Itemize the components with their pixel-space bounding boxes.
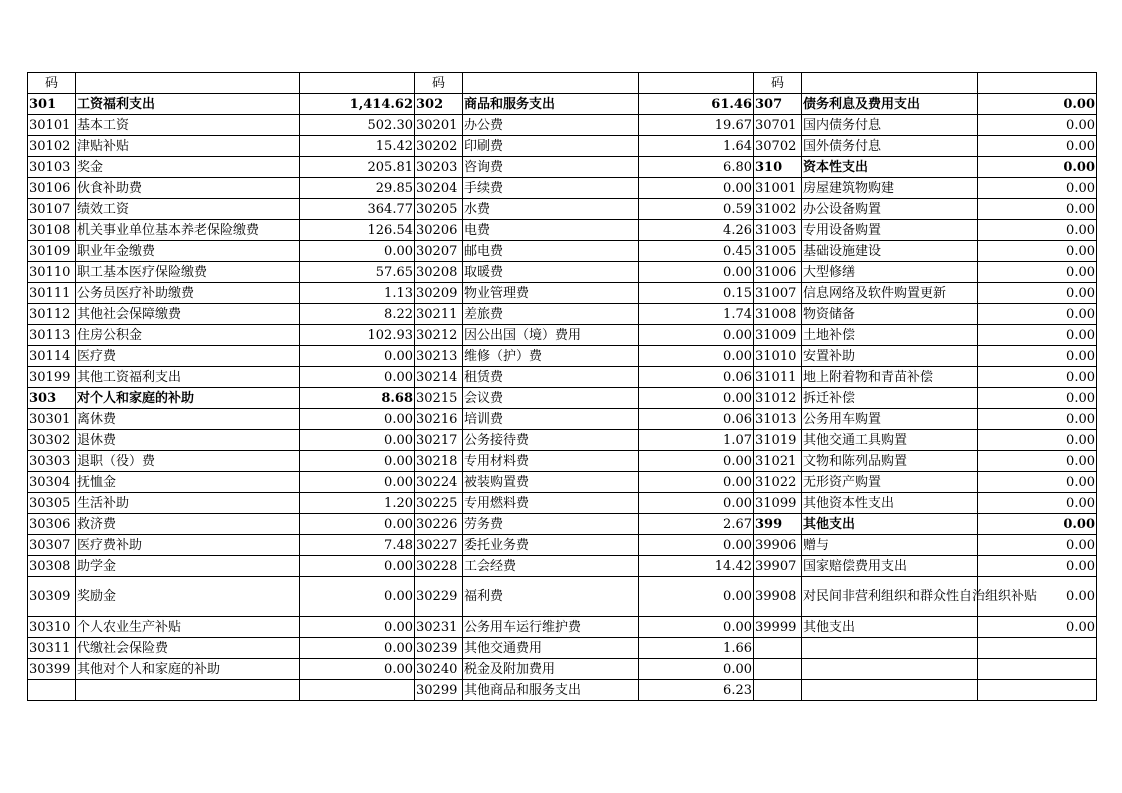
name-cell: 信息网络及软件购置更新 [802, 283, 978, 304]
code-cell: 31007 [754, 283, 802, 304]
amount-cell: 0.00 [639, 535, 754, 556]
name-cell: 电费 [463, 220, 639, 241]
amount-cell: 0.00 [978, 199, 1097, 220]
amount-cell: 0.00 [978, 325, 1097, 346]
amount-cell: 1.20 [300, 493, 415, 514]
code-cell: 30203 [415, 157, 463, 178]
table-row [28, 617, 1097, 638]
code-cell: 30110 [28, 262, 76, 283]
name-cell: 公务接待费 [463, 430, 639, 451]
code-cell: 399 [754, 514, 802, 535]
name-cell: 津贴补贴 [76, 136, 300, 157]
amount-cell [978, 638, 1097, 659]
amount-cell: 0.00 [639, 659, 754, 680]
code-cell: 30113 [28, 325, 76, 346]
name-cell: 印刷费 [463, 136, 639, 157]
amount-cell: 1.66 [639, 638, 754, 659]
amount-cell: 0.00 [978, 451, 1097, 472]
amount-cell: 0.45 [639, 241, 754, 262]
table-row [28, 388, 1097, 409]
code-cell: 30229 [415, 577, 463, 617]
amount-cell: 0.00 [978, 535, 1097, 556]
code-cell: 30239 [415, 638, 463, 659]
amount-cell: 0.00 [978, 577, 1097, 617]
amount-cell: 0.00 [300, 617, 415, 638]
code-cell: 30207 [415, 241, 463, 262]
amount-cell: 6.80 [639, 157, 754, 178]
name-cell: 基础设施建设 [802, 241, 978, 262]
code-cell [754, 680, 802, 701]
amount-cell: 0.00 [978, 388, 1097, 409]
name-cell: 咨询费 [463, 157, 639, 178]
name-cell: 专用材料费 [463, 451, 639, 472]
table-body [28, 73, 1097, 701]
amount-cell: 0.00 [639, 577, 754, 617]
code-cell: 30209 [415, 283, 463, 304]
table-row [28, 283, 1097, 304]
name-cell: 水费 [463, 199, 639, 220]
name-cell [802, 638, 978, 659]
amount-cell [978, 659, 1097, 680]
code-cell: 30111 [28, 283, 76, 304]
header-code-cell: 码 [28, 73, 76, 94]
name-cell: 地上附着物和青苗补偿 [802, 367, 978, 388]
amount-cell: 57.65 [300, 262, 415, 283]
table-row [28, 556, 1097, 577]
table-row [28, 304, 1097, 325]
amount-cell: 0.00 [300, 514, 415, 535]
amount-cell: 0.15 [639, 283, 754, 304]
table-row [28, 241, 1097, 262]
code-cell: 30216 [415, 409, 463, 430]
name-cell: 其他社会保障缴费 [76, 304, 300, 325]
code-cell: 30101 [28, 115, 76, 136]
code-cell: 30112 [28, 304, 76, 325]
code-cell: 31012 [754, 388, 802, 409]
name-cell: 公务用车运行维护费 [463, 617, 639, 638]
amount-cell: 0.00 [978, 346, 1097, 367]
code-cell: 30311 [28, 638, 76, 659]
table-row [28, 220, 1097, 241]
name-cell: 职工基本医疗保险缴费 [76, 262, 300, 283]
code-cell: 30212 [415, 325, 463, 346]
name-cell: 其他支出 [802, 514, 978, 535]
name-cell: 奖励金 [76, 577, 300, 617]
amount-cell: 0.00 [300, 241, 415, 262]
amount-cell: 0.00 [300, 346, 415, 367]
amount-cell [300, 680, 415, 701]
amount-cell: 0.00 [639, 493, 754, 514]
amount-cell: 7.48 [300, 535, 415, 556]
table-row [28, 94, 1097, 115]
code-cell: 30224 [415, 472, 463, 493]
amount-cell: 0.00 [639, 472, 754, 493]
header-code-cell: 码 [415, 73, 463, 94]
code-cell: 310 [754, 157, 802, 178]
amount-cell: 0.00 [978, 241, 1097, 262]
code-cell: 31009 [754, 325, 802, 346]
name-cell: 助学金 [76, 556, 300, 577]
code-cell: 30299 [415, 680, 463, 701]
name-cell: 税金及附加费用 [463, 659, 639, 680]
amount-cell: 0.00 [978, 514, 1097, 535]
code-cell: 39906 [754, 535, 802, 556]
code-cell: 30206 [415, 220, 463, 241]
header-amount-cell [300, 73, 415, 94]
code-cell: 30305 [28, 493, 76, 514]
name-cell: 办公费 [463, 115, 639, 136]
amount-cell: 364.77 [300, 199, 415, 220]
amount-cell: 0.00 [978, 556, 1097, 577]
amount-cell: 1.64 [639, 136, 754, 157]
amount-cell: 0.00 [978, 617, 1097, 638]
amount-cell: 0.00 [639, 262, 754, 283]
code-cell: 301 [28, 94, 76, 115]
name-cell: 手续费 [463, 178, 639, 199]
name-cell: 住房公积金 [76, 325, 300, 346]
table-row [28, 367, 1097, 388]
table-row [28, 346, 1097, 367]
amount-cell: 0.00 [978, 157, 1097, 178]
amount-cell: 0.00 [978, 94, 1097, 115]
name-cell: 公务用车购置 [802, 409, 978, 430]
amount-cell: 2.67 [639, 514, 754, 535]
name-cell: 差旅费 [463, 304, 639, 325]
code-cell: 30225 [415, 493, 463, 514]
name-cell: 邮电费 [463, 241, 639, 262]
amount-cell: 0.00 [978, 136, 1097, 157]
code-cell [28, 680, 76, 701]
code-cell: 303 [28, 388, 76, 409]
header-row [28, 73, 1097, 94]
amount-cell: 0.06 [639, 409, 754, 430]
amount-cell: 14.42 [639, 556, 754, 577]
name-cell: 医疗费补助 [76, 535, 300, 556]
amount-cell: 61.46 [639, 94, 754, 115]
code-cell: 302 [415, 94, 463, 115]
amount-cell: 0.00 [978, 409, 1097, 430]
code-cell: 31006 [754, 262, 802, 283]
code-cell: 30301 [28, 409, 76, 430]
code-cell: 30240 [415, 659, 463, 680]
code-cell: 30308 [28, 556, 76, 577]
name-cell: 办公设备购置 [802, 199, 978, 220]
name-cell [802, 680, 978, 701]
code-cell: 39908 [754, 577, 802, 617]
code-cell: 30399 [28, 659, 76, 680]
name-cell: 代缴社会保险费 [76, 638, 300, 659]
name-cell: 离休费 [76, 409, 300, 430]
code-cell: 30214 [415, 367, 463, 388]
name-cell: 商品和服务支出 [463, 94, 639, 115]
name-cell: 生活补助 [76, 493, 300, 514]
amount-cell: 0.00 [300, 577, 415, 617]
amount-cell: 0.00 [300, 472, 415, 493]
name-cell: 绩效工资 [76, 199, 300, 220]
code-cell: 30109 [28, 241, 76, 262]
header-name-cell [463, 73, 639, 94]
code-cell: 39907 [754, 556, 802, 577]
table-row [28, 577, 1097, 617]
amount-cell: 0.00 [978, 304, 1097, 325]
code-cell: 30211 [415, 304, 463, 325]
amount-cell: 502.30 [300, 115, 415, 136]
name-cell: 物业管理费 [463, 283, 639, 304]
amount-cell: 1.74 [639, 304, 754, 325]
code-cell: 39999 [754, 617, 802, 638]
code-cell: 30310 [28, 617, 76, 638]
table-row [28, 493, 1097, 514]
name-cell: 被装购置费 [463, 472, 639, 493]
name-cell: 其他商品和服务支出 [463, 680, 639, 701]
code-cell: 31010 [754, 346, 802, 367]
amount-cell: 0.00 [639, 178, 754, 199]
name-cell: 抚恤金 [76, 472, 300, 493]
amount-cell: 0.00 [300, 409, 415, 430]
amount-cell: 19.67 [639, 115, 754, 136]
name-cell: 其他支出 [802, 617, 978, 638]
amount-cell: 29.85 [300, 178, 415, 199]
amount-cell: 0.00 [978, 472, 1097, 493]
code-cell: 307 [754, 94, 802, 115]
table-row [28, 262, 1097, 283]
name-cell: 物资储备 [802, 304, 978, 325]
table-row [28, 325, 1097, 346]
name-cell: 其他交通费用 [463, 638, 639, 659]
amount-cell: 0.00 [639, 346, 754, 367]
name-cell: 资本性支出 [802, 157, 978, 178]
name-cell: 赠与 [802, 535, 978, 556]
code-cell: 30226 [415, 514, 463, 535]
name-cell: 租赁费 [463, 367, 639, 388]
code-cell: 30103 [28, 157, 76, 178]
name-cell: 对个人和家庭的补助 [76, 388, 300, 409]
table-row [28, 409, 1097, 430]
name-cell: 退休费 [76, 430, 300, 451]
header-name-cell [802, 73, 978, 94]
code-cell: 30202 [415, 136, 463, 157]
name-cell: 因公出国（境）费用 [463, 325, 639, 346]
amount-cell: 0.00 [300, 367, 415, 388]
amount-cell: 0.00 [639, 325, 754, 346]
table-row [28, 535, 1097, 556]
name-cell: 其他工资福利支出 [76, 367, 300, 388]
table-row [28, 157, 1097, 178]
name-cell: 其他资本性支出 [802, 493, 978, 514]
amount-cell: 0.00 [978, 178, 1097, 199]
code-cell: 30217 [415, 430, 463, 451]
amount-cell: 0.00 [300, 451, 415, 472]
code-cell: 30701 [754, 115, 802, 136]
code-cell: 31021 [754, 451, 802, 472]
name-cell: 福利费 [463, 577, 639, 617]
code-cell: 31001 [754, 178, 802, 199]
code-cell: 30213 [415, 346, 463, 367]
name-cell: 个人农业生产补贴 [76, 617, 300, 638]
amount-cell: 8.22 [300, 304, 415, 325]
name-cell: 房屋建筑物购建 [802, 178, 978, 199]
table-row [28, 430, 1097, 451]
table-row [28, 199, 1097, 220]
name-cell: 维修（护）费 [463, 346, 639, 367]
code-cell: 30304 [28, 472, 76, 493]
name-cell: 取暖费 [463, 262, 639, 283]
code-cell: 30227 [415, 535, 463, 556]
amount-cell: 102.93 [300, 325, 415, 346]
code-cell: 30208 [415, 262, 463, 283]
amount-cell: 0.00 [978, 220, 1097, 241]
code-cell: 30199 [28, 367, 76, 388]
name-cell: 对民间非营利组织和群众性自治组织补贴 [802, 577, 978, 617]
name-cell: 国家赔偿费用支出 [802, 556, 978, 577]
code-cell: 30307 [28, 535, 76, 556]
name-cell: 会议费 [463, 388, 639, 409]
amount-cell: 0.00 [300, 638, 415, 659]
amount-cell: 6.23 [639, 680, 754, 701]
table-row [28, 638, 1097, 659]
name-cell: 拆迁补偿 [802, 388, 978, 409]
name-cell: 文物和陈列品购置 [802, 451, 978, 472]
amount-cell: 0.00 [978, 115, 1097, 136]
name-cell: 公务员医疗补助缴费 [76, 283, 300, 304]
name-cell: 救济费 [76, 514, 300, 535]
code-cell: 30702 [754, 136, 802, 157]
code-cell [754, 638, 802, 659]
table-row [28, 136, 1097, 157]
amount-cell: 0.06 [639, 367, 754, 388]
code-cell: 30107 [28, 199, 76, 220]
code-cell: 30204 [415, 178, 463, 199]
name-cell: 其他交通工具购置 [802, 430, 978, 451]
name-cell: 工资福利支出 [76, 94, 300, 115]
amount-cell [978, 680, 1097, 701]
table-row [28, 659, 1097, 680]
code-cell: 31003 [754, 220, 802, 241]
name-cell: 机关事业单位基本养老保险缴费 [76, 220, 300, 241]
code-cell: 30303 [28, 451, 76, 472]
name-cell: 债务利息及费用支出 [802, 94, 978, 115]
amount-cell: 1.13 [300, 283, 415, 304]
amount-cell: 4.26 [639, 220, 754, 241]
amount-cell: 0.00 [300, 556, 415, 577]
name-cell: 伙食补助费 [76, 178, 300, 199]
amount-cell: 0.00 [639, 451, 754, 472]
amount-cell: 126.54 [300, 220, 415, 241]
code-cell: 31008 [754, 304, 802, 325]
amount-cell: 0.00 [978, 430, 1097, 451]
code-cell: 30218 [415, 451, 463, 472]
name-cell: 国内债务付息 [802, 115, 978, 136]
code-cell: 30106 [28, 178, 76, 199]
amount-cell: 0.00 [978, 283, 1097, 304]
name-cell: 大型修缮 [802, 262, 978, 283]
header-name-cell [76, 73, 300, 94]
code-cell: 30228 [415, 556, 463, 577]
code-cell: 30231 [415, 617, 463, 638]
code-cell: 30102 [28, 136, 76, 157]
code-cell: 30306 [28, 514, 76, 535]
expenditure-table [27, 72, 1097, 701]
name-cell: 基本工资 [76, 115, 300, 136]
table-row [28, 115, 1097, 136]
table-row [28, 514, 1097, 535]
name-cell: 委托业务费 [463, 535, 639, 556]
name-cell [76, 680, 300, 701]
code-cell: 30201 [415, 115, 463, 136]
name-cell: 职业年金缴费 [76, 241, 300, 262]
name-cell: 培训费 [463, 409, 639, 430]
amount-cell: 1.07 [639, 430, 754, 451]
name-cell [802, 659, 978, 680]
amount-cell: 8.68 [300, 388, 415, 409]
code-cell: 30215 [415, 388, 463, 409]
code-cell: 31011 [754, 367, 802, 388]
amount-cell: 0.00 [978, 262, 1097, 283]
amount-cell: 15.42 [300, 136, 415, 157]
code-cell: 31022 [754, 472, 802, 493]
name-cell: 医疗费 [76, 346, 300, 367]
code-cell: 31005 [754, 241, 802, 262]
table-row [28, 472, 1097, 493]
table-row [28, 451, 1097, 472]
header-code-cell: 码 [754, 73, 802, 94]
name-cell: 国外债务付息 [802, 136, 978, 157]
name-cell: 劳务费 [463, 514, 639, 535]
header-amount-cell [639, 73, 754, 94]
name-cell: 安置补助 [802, 346, 978, 367]
amount-cell: 0.59 [639, 199, 754, 220]
amount-cell: 0.00 [639, 388, 754, 409]
header-amount-cell [978, 73, 1097, 94]
code-cell: 31002 [754, 199, 802, 220]
code-cell: 31019 [754, 430, 802, 451]
code-cell: 31099 [754, 493, 802, 514]
name-cell: 其他对个人和家庭的补助 [76, 659, 300, 680]
amount-cell: 0.00 [300, 430, 415, 451]
code-cell: 30205 [415, 199, 463, 220]
name-cell: 奖金 [76, 157, 300, 178]
amount-cell: 0.00 [639, 617, 754, 638]
code-cell: 30108 [28, 220, 76, 241]
code-cell: 31013 [754, 409, 802, 430]
name-cell: 工会经费 [463, 556, 639, 577]
amount-cell: 0.00 [300, 659, 415, 680]
name-cell: 土地补偿 [802, 325, 978, 346]
amount-cell: 1,414.62 [300, 94, 415, 115]
table-row [28, 178, 1097, 199]
name-cell: 专用燃料费 [463, 493, 639, 514]
amount-cell: 205.81 [300, 157, 415, 178]
name-cell: 无形资产购置 [802, 472, 978, 493]
amount-cell: 0.00 [978, 493, 1097, 514]
code-cell: 30114 [28, 346, 76, 367]
code-cell: 30302 [28, 430, 76, 451]
code-cell [754, 659, 802, 680]
name-cell: 专用设备购置 [802, 220, 978, 241]
table-row [28, 680, 1097, 701]
code-cell: 30309 [28, 577, 76, 617]
name-cell: 退职（役）费 [76, 451, 300, 472]
amount-cell: 0.00 [978, 367, 1097, 388]
